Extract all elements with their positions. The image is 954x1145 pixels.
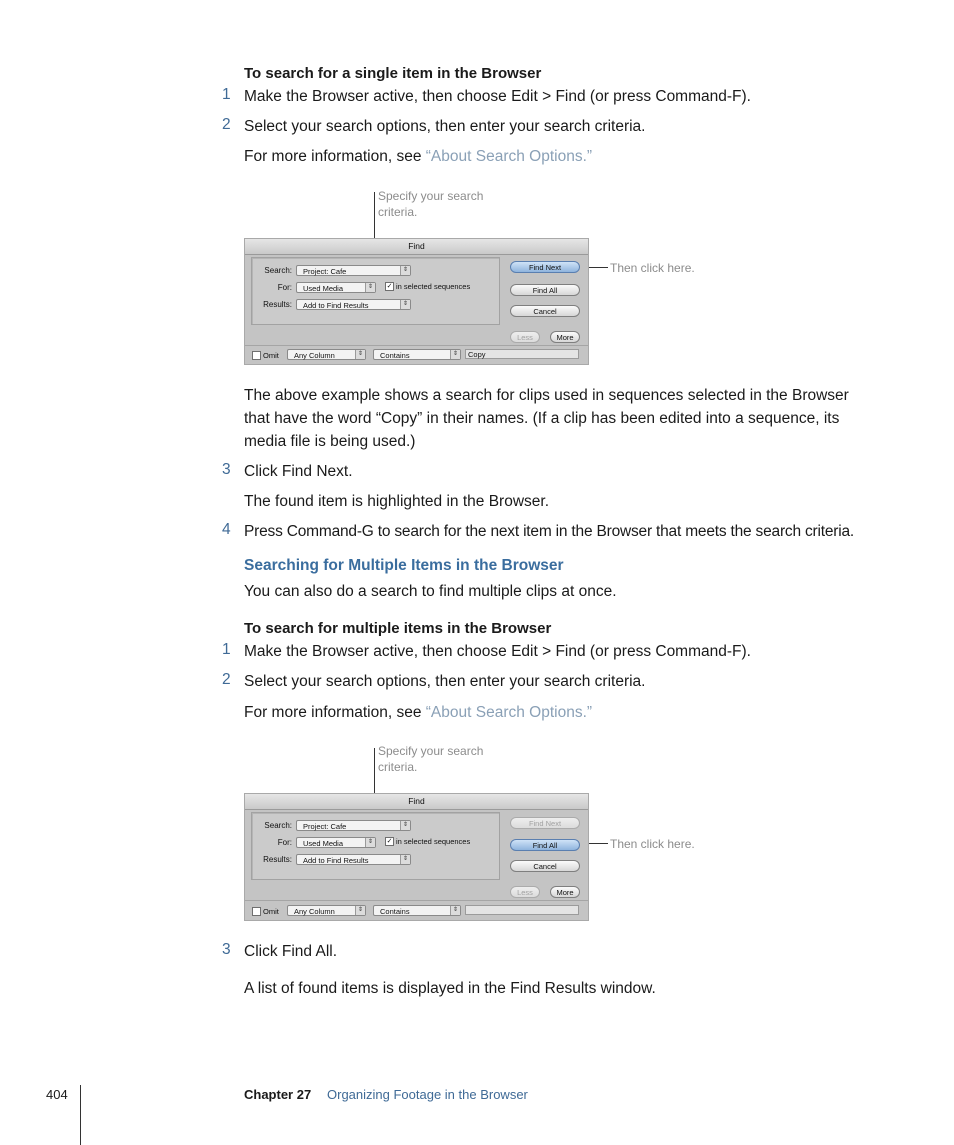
updown-arrow-icon: ⇕ bbox=[400, 266, 410, 275]
contains-popup[interactable] bbox=[373, 905, 461, 916]
for-popup-value: Used Media bbox=[303, 839, 344, 848]
omit-label: Omit bbox=[263, 907, 279, 916]
for-popup[interactable] bbox=[296, 282, 376, 293]
results-popup[interactable] bbox=[296, 854, 411, 865]
step-text: Click Find Next. bbox=[244, 463, 353, 480]
less-button[interactable]: Less bbox=[510, 886, 540, 898]
example-paragraph: The above example shows a search for clips used in sequences selected in the Browser that have the word “Copy” in their names. (If a clip has been edited into a sequence, its media file is being used.) bbox=[244, 387, 849, 450]
results-popup-value: Add to Find Results bbox=[303, 301, 369, 310]
omit-checkbox[interactable] bbox=[252, 351, 261, 360]
more-info-prefix: For more information, see bbox=[244, 148, 426, 165]
selected-sequences-checkbox[interactable]: ✓ bbox=[386, 283, 393, 290]
task-title-single: To search for a single item in the Browser bbox=[244, 65, 542, 82]
results-popup[interactable] bbox=[296, 299, 411, 310]
updown-arrow-icon: ⇕ bbox=[450, 350, 460, 359]
column-popup-value: Any Column bbox=[294, 351, 335, 360]
callout-specify-criteria: Specify your search criteria. bbox=[378, 189, 484, 219]
contains-popup-value: Contains bbox=[380, 907, 410, 916]
search-text-field[interactable]: Copy bbox=[465, 349, 579, 359]
updown-arrow-icon: ⇕ bbox=[355, 906, 365, 915]
dialog-divider bbox=[245, 345, 588, 346]
updown-arrow-icon: ⇕ bbox=[355, 350, 365, 359]
omit-label: Omit bbox=[263, 351, 279, 360]
search-popup-value: Project: Cafe bbox=[303, 822, 347, 831]
for-popup[interactable] bbox=[296, 837, 376, 848]
step-text: Select your search options, then enter your search criteria. bbox=[244, 673, 646, 690]
found-item-text: The found item is highlighted in the Browser. bbox=[244, 493, 550, 510]
search-label: Search: bbox=[264, 821, 292, 830]
about-search-options-link[interactable]: “About Search Options.” bbox=[425, 704, 593, 721]
footer-chapter: Chapter 27 bbox=[244, 1087, 312, 1102]
updown-arrow-icon: ⇕ bbox=[450, 906, 460, 915]
results-label: Results: bbox=[263, 300, 292, 309]
step-text: Select your search options, then enter your search criteria. bbox=[244, 118, 646, 135]
footer-chapter-title: Organizing Footage in the Browser bbox=[327, 1087, 528, 1102]
selected-sequences-checkbox[interactable]: ✓ bbox=[386, 838, 393, 845]
about-search-options-link[interactable]: “About Search Options.” bbox=[425, 148, 593, 165]
for-label: For: bbox=[277, 283, 292, 292]
more-button[interactable]: More bbox=[550, 331, 580, 343]
updown-arrow-icon: ⇕ bbox=[365, 838, 375, 847]
callout-then-click: Then click here. bbox=[610, 261, 695, 275]
more-button[interactable]: More bbox=[550, 886, 580, 898]
final-text: A list of found items is displayed in the Find Results window. bbox=[244, 980, 656, 997]
results-label: Results: bbox=[263, 855, 292, 864]
search-text-field[interactable] bbox=[465, 905, 579, 915]
for-popup-value: Used Media bbox=[303, 284, 344, 293]
step-text: Make the Browser active, then choose Edit > Find (or press Command-F). bbox=[244, 88, 751, 105]
find-all-button[interactable]: Find All bbox=[510, 284, 580, 296]
contains-popup-value: Contains bbox=[380, 351, 410, 360]
page-number: 404 bbox=[46, 1087, 68, 1102]
step-text: Make the Browser active, then choose Edit > Find (or press Command-F). bbox=[244, 643, 751, 660]
find-all-button[interactable]: Find All bbox=[510, 839, 580, 851]
omit-checkbox[interactable] bbox=[252, 907, 261, 916]
more-info bbox=[244, 701, 592, 724]
column-popup[interactable] bbox=[287, 349, 366, 360]
search-popup[interactable] bbox=[296, 265, 411, 276]
task-title-multiple: To search for multiple items in the Browser bbox=[244, 620, 552, 637]
step-number: 2 bbox=[222, 671, 231, 688]
dialog-title: Find bbox=[245, 794, 588, 810]
step-number: 2 bbox=[222, 116, 231, 133]
section-heading: Searching for Multiple Items in the Browser bbox=[244, 557, 564, 574]
for-label: For: bbox=[277, 838, 292, 847]
checkbox-label: in selected sequences bbox=[396, 837, 471, 846]
checkbox-label: in selected sequences bbox=[396, 282, 471, 291]
callout-specify-criteria: Specify your search criteria. bbox=[378, 744, 484, 774]
updown-arrow-icon: ⇕ bbox=[400, 300, 410, 309]
dialog-title: Find bbox=[245, 239, 588, 255]
updown-arrow-icon: ⇕ bbox=[365, 283, 375, 292]
dialog-divider bbox=[245, 900, 588, 901]
section-intro: You can also do a search to find multiple clips at once. bbox=[244, 583, 617, 600]
step-number: 1 bbox=[222, 86, 231, 103]
step-text: Click Find All. bbox=[244, 943, 338, 960]
column-popup[interactable] bbox=[287, 905, 366, 916]
cancel-button[interactable]: Cancel bbox=[510, 305, 580, 317]
less-button[interactable]: Less bbox=[510, 331, 540, 343]
updown-arrow-icon: ⇕ bbox=[400, 821, 410, 830]
column-popup-value: Any Column bbox=[294, 907, 335, 916]
step-number: 3 bbox=[222, 461, 231, 478]
search-popup-value: Project: Cafe bbox=[303, 267, 347, 276]
search-popup[interactable] bbox=[296, 820, 411, 831]
find-dialog bbox=[244, 238, 589, 365]
search-label: Search: bbox=[264, 266, 292, 275]
contains-popup[interactable] bbox=[373, 349, 461, 360]
callout-then-click: Then click here. bbox=[610, 837, 695, 851]
results-popup-value: Add to Find Results bbox=[303, 856, 369, 865]
step-text: Press Command-G to search for the next item in the Browser that meets the search criteria. bbox=[244, 523, 854, 540]
step-number: 4 bbox=[222, 521, 231, 538]
find-next-button[interactable]: Find Next bbox=[510, 817, 580, 829]
find-next-button[interactable]: Find Next bbox=[510, 261, 580, 273]
updown-arrow-icon: ⇕ bbox=[400, 855, 410, 864]
cancel-button[interactable]: Cancel bbox=[510, 860, 580, 872]
more-info bbox=[244, 145, 592, 168]
find-dialog bbox=[244, 793, 589, 921]
more-info-prefix: For more information, see bbox=[244, 704, 426, 721]
footer-rule bbox=[80, 1085, 81, 1145]
step-number: 1 bbox=[222, 641, 231, 658]
step-number: 3 bbox=[222, 941, 231, 958]
